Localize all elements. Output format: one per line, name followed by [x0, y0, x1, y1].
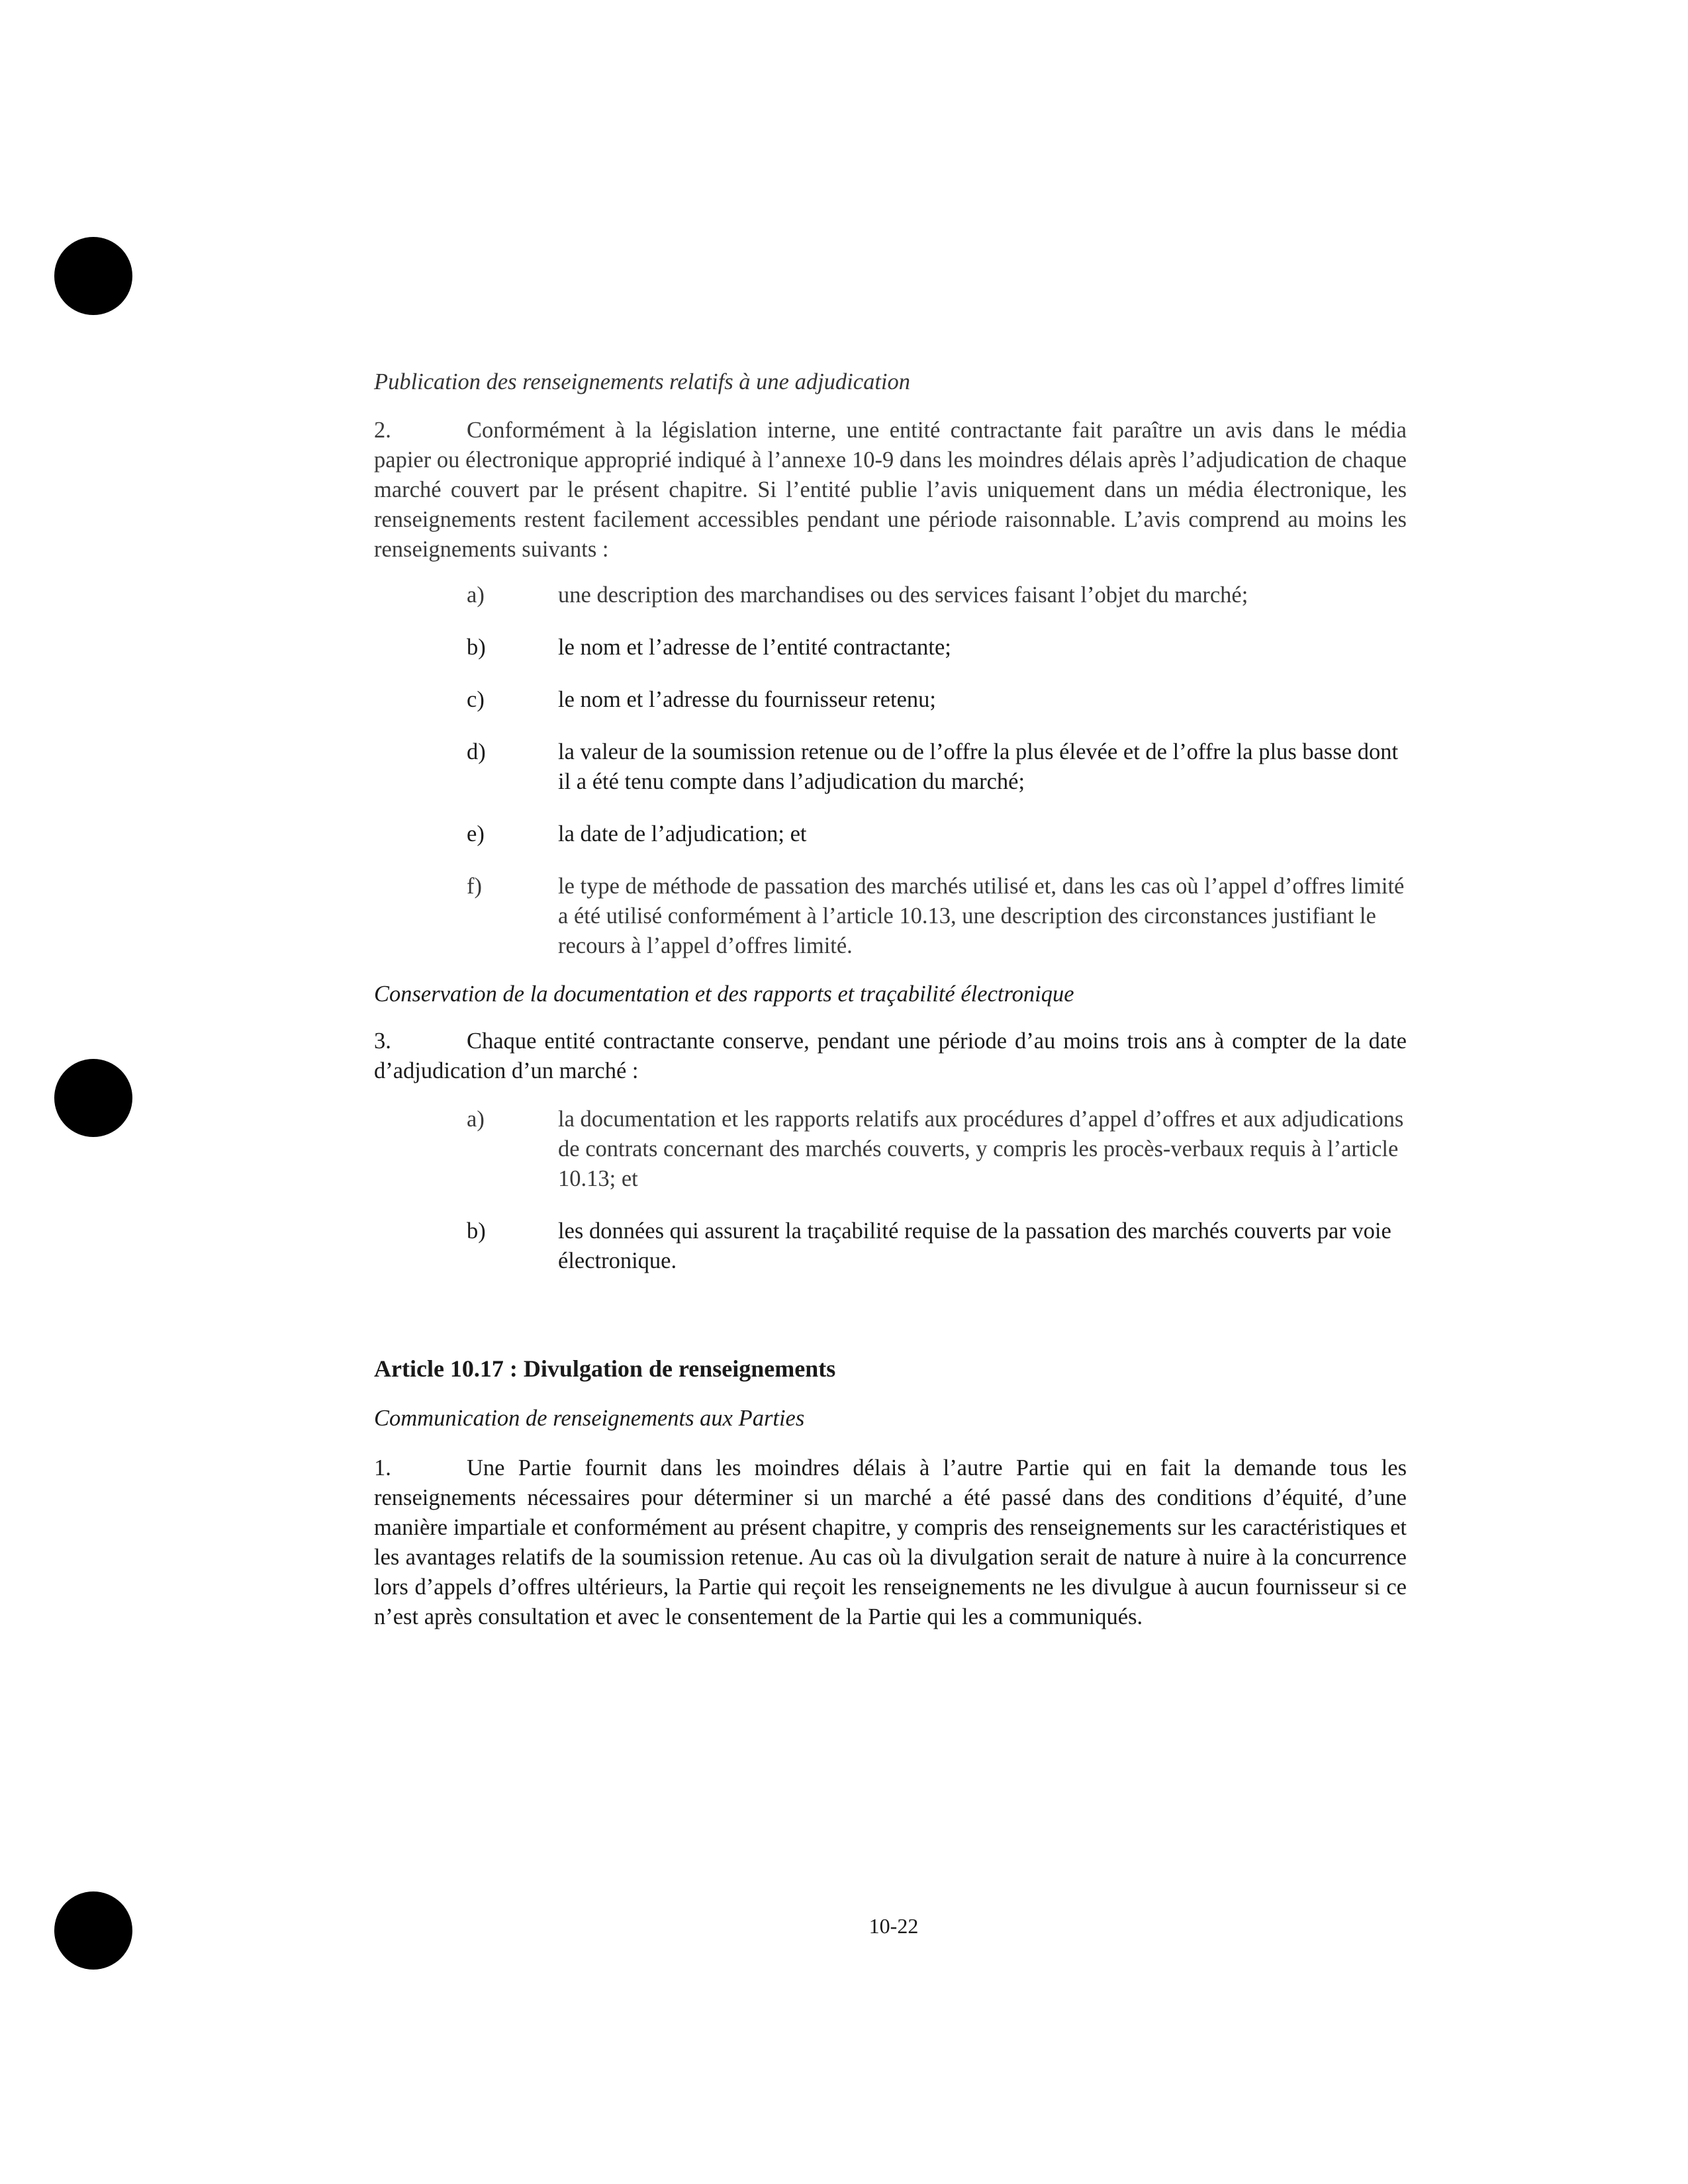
paragraph-3-list	[374, 1105, 1407, 1276]
list-item-text: les données qui assurent la traçabilité requise de la passation des marchés couverts par voie électronique.	[558, 1218, 1391, 1273]
list-item	[374, 819, 1407, 849]
publication-heading: Publication des renseignements relatifs à une adjudication	[374, 369, 910, 394]
paragraph-2	[374, 416, 1407, 565]
paragraph-2-list	[374, 580, 1407, 961]
list-item-text: la date de l’adjudication; et	[558, 821, 807, 846]
paragraph-3	[374, 1026, 1407, 1086]
article-heading: Article 10.17 : Divulgation de renseignements	[374, 1355, 836, 1382]
paragraph-1	[374, 1453, 1407, 1632]
paragraph-3-text: Chaque entité contractante conserve, pendant une période d’au moins trois ans à compter de la date d’adjudication d’un marché :	[374, 1028, 1407, 1083]
list-item-letter: e)	[467, 821, 485, 846]
list-item	[374, 872, 1407, 961]
list-item-text: une description des marchandises ou des services faisant l’objet du marché;	[558, 582, 1248, 608]
paragraph-2-text: Conformément à la législation interne, une entité contractante fait paraître un avis dans le média papier ou électronique approprié indiqué à l’annexe 10-9 dans les moindres délais après l’adjudication de chaque marché couvert par le présent chapitre. Si l’entité publie l’avis uniquement dans un média électronique, les renseignements restent facilement accessibles pendant une période raisonnable. L’avis comprend au moins les renseignements suivants :	[374, 418, 1407, 562]
list-item	[374, 580, 1407, 610]
list-item-text: le nom et l’adresse du fournisseur retenu;	[558, 687, 936, 712]
list-item-text: la documentation et les rapports relatifs aux procédures d’appel d’offres et aux adjudications de contrats concernant des marchés couverts, y compris les procès-verbaux requis à l’article 10.13; et	[558, 1107, 1404, 1191]
paragraph-1-number: 1.	[374, 1455, 391, 1480]
paragraph-1-text: Une Partie fournit dans les moindres délais à l’autre Partie qui en fait la demande tous les renseignements nécessaires pour déterminer si un marché a été passé dans des conditions d’équité, d’une manière impartiale et conformément au présent chapitre, y compris des renseignements sur les caractéristiques et les avantages relatifs de la soumission retenue. Au cas où la divulgation serait de nature à nuire à la concurrence lors d’appels d’offres ultérieurs, la Partie qui reçoit les renseignements ne les divulgue à aucun fournisseur si ce n’est après consultation et avec le consentement de la Partie qui les a communiqués.	[374, 1455, 1407, 1629]
list-item-letter: f)	[467, 874, 482, 899]
paragraph-3-number: 3.	[374, 1028, 391, 1054]
list-item	[374, 633, 1407, 662]
punch-hole-top	[54, 237, 132, 315]
conservation-heading: Conservation de la documentation et des rapports et traçabilité électronique	[374, 981, 1074, 1007]
punch-hole-bottom	[54, 1891, 132, 1970]
list-item-letter: c)	[467, 687, 485, 712]
list-item	[374, 1216, 1407, 1276]
list-item-text: la valeur de la soumission retenue ou de l’offre la plus élevée et de l’offre la plus basse dont il a été tenu compte dans l’adjudication du marché;	[558, 739, 1399, 794]
punch-hole-middle	[54, 1059, 132, 1137]
document-body	[374, 367, 1407, 1632]
list-item-letter: b)	[467, 635, 486, 660]
page-number: 10-22	[868, 1914, 919, 1938]
communication-heading: Communication de renseignements aux Parties	[374, 1406, 805, 1431]
list-item-text: le nom et l’adresse de l’entité contractante;	[558, 635, 951, 660]
paragraph-2-number: 2.	[374, 418, 391, 443]
list-item	[374, 737, 1407, 797]
list-item-letter: a)	[467, 582, 485, 608]
list-item	[374, 1105, 1407, 1194]
list-item-letter: d)	[467, 739, 486, 764]
list-item-letter: a)	[467, 1107, 485, 1132]
list-item	[374, 685, 1407, 715]
list-item-text: le type de méthode de passation des marchés utilisé et, dans les cas où l’appel d’offres limité a été utilisé conformément à l’article 10.13, une description des circonstances justifiant le recours à l’appel d’offres limité.	[558, 874, 1405, 958]
list-item-letter: b)	[467, 1218, 486, 1244]
